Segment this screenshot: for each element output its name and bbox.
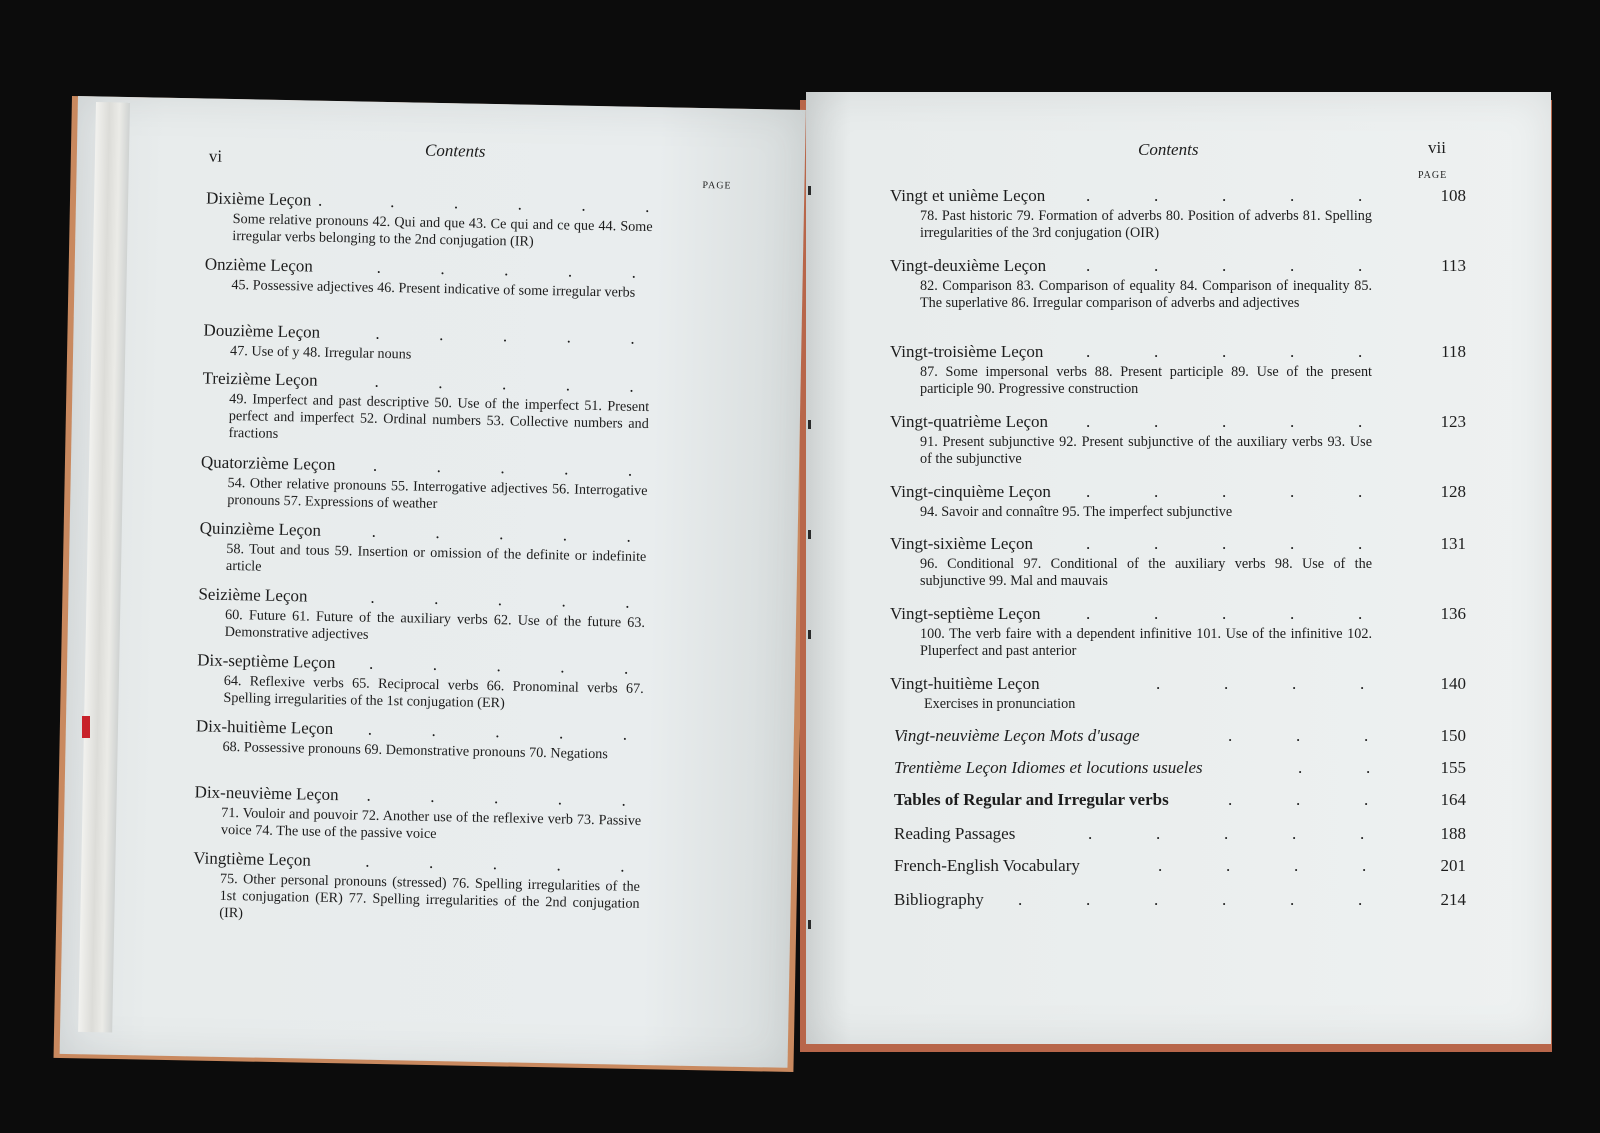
leader-dots: . . . . .: [1086, 604, 1363, 623]
red-bookmark-edge: [82, 716, 90, 738]
left-page-number: vi: [208, 146, 223, 166]
leader-dots: . . . . .: [1086, 186, 1363, 205]
lesson-title: Onzième Leçon: [204, 254, 314, 276]
toc-entry: [196, 650, 753, 717]
lesson-page: 131: [1440, 534, 1466, 553]
lesson-title: Vingt et unième Leçon: [890, 186, 1046, 205]
lesson-title: Vingt-sixième Leçon: [890, 534, 1033, 553]
toc-entry: [894, 824, 1472, 844]
lesson-title: Dix-septième Leçon: [197, 650, 336, 673]
right-page: [806, 92, 1551, 1044]
toc-entry: [894, 726, 1472, 746]
binding-stitch: [808, 920, 811, 929]
lesson-title: Vingt-septième Leçon: [890, 604, 1041, 623]
binding-stitch: [808, 630, 811, 639]
toc-entry: [894, 758, 1472, 778]
toc-entry: [204, 254, 761, 304]
leader-dots: . . . . .: [1086, 412, 1363, 431]
lesson-title: Dix-neuvième Leçon: [194, 782, 339, 805]
lesson-title: Quatorzième Leçon: [200, 452, 336, 475]
lesson-detail: 47. Use of y 48. Irregular nouns: [229, 342, 412, 363]
toc-entry: [894, 856, 1472, 876]
toc-entry: [890, 412, 1472, 468]
toc-entry: [192, 848, 749, 932]
leader-dots: . . . . .: [368, 653, 629, 678]
lesson-title: Trentième Leçon Idiomes et locutions usueles: [894, 758, 1203, 777]
lesson-title: Vingtième Leçon: [193, 848, 312, 870]
lesson-detail: 96. Conditional 97. Conditional of the auxiliary verbs 98. Use of the subjunctive 99. Mal and mauvais: [920, 556, 1372, 589]
right-page-header: Contents: [1138, 140, 1199, 159]
toc-entry: [195, 716, 752, 766]
toc-entry: [890, 256, 1472, 312]
leader-dots: . . . . .: [371, 521, 632, 546]
lesson-detail: 54. Other relative pronouns 55. Interrogative adjectives 56. Interrogative pronouns 57. Expressions of weather: [227, 474, 648, 512]
binding-stitch: [808, 530, 811, 539]
lesson-title: Vingt-quatrième Leçon: [890, 412, 1049, 431]
toc-entry: [194, 782, 751, 849]
toc-entry: [890, 674, 1472, 713]
lesson-title: Reading Passages: [894, 824, 1016, 843]
leader-dots: . . . . . .: [317, 190, 650, 216]
lesson-detail: Some relative pronouns 42. Qui and que 43. Ce qui and ce que 44. Some irregular verbs belonging to the 2nd conjugation (IR): [232, 210, 653, 250]
lesson-detail: 58. Tout and tous 59. Insertion or omission of the definite or indefinite article: [225, 540, 647, 575]
lesson-page: 201: [1440, 856, 1466, 875]
lesson-detail: 68. Possessive pronouns 69. Demonstrative pronouns 70. Negations: [222, 738, 609, 763]
lesson-page: 164: [1440, 790, 1466, 809]
lesson-detail: 94. Savoir and connaître 95. The imperfect subjunctive: [920, 504, 1233, 520]
toc-entry: [894, 790, 1472, 810]
binding-stitch: [808, 186, 811, 195]
lesson-title: Bibliography: [894, 890, 984, 909]
toc-entry: [894, 890, 1472, 910]
lesson-detail: 45. Possessive adjectives 46. Present indicative of some irregular verbs: [231, 276, 636, 301]
lesson-detail: 71. Vouloir and pouvoir 72. Another use of the reflexive verb 73. Passive voice 74. The use of the passive voice: [220, 804, 642, 843]
leader-dots: . . . . .: [374, 371, 634, 396]
lesson-title: Douzième Leçon: [203, 320, 321, 342]
lesson-detail: 49. Imperfect and past descriptive 50. Use of the imperfect 51. Present perfect and imperfect 52. Ordinal numbers 53. Collective numbers and fractions: [228, 390, 650, 442]
toc-entry: [198, 584, 755, 651]
lesson-page: 188: [1440, 824, 1466, 843]
lesson-page: 150: [1440, 726, 1466, 745]
lesson-detail: Exercises in pronunciation: [924, 696, 1076, 712]
lesson-title: Vingt-cinquième Leçon: [890, 482, 1051, 501]
leader-dots: . . . . .: [376, 257, 637, 282]
lesson-page: 128: [1440, 482, 1466, 501]
lesson-detail: 91. Present subjunctive 92. Present subjunctive of the auxiliary verbs 93. Use of the subjunctive: [920, 434, 1372, 467]
leader-dots: . . . .: [1158, 856, 1367, 875]
leader-dots: . . . . .: [1086, 256, 1363, 275]
lesson-page: 113: [1441, 256, 1466, 275]
toc-entry: [890, 604, 1472, 660]
toc-entry: [205, 188, 762, 255]
leader-dots: . . . . .: [365, 851, 625, 876]
lesson-page: 136: [1440, 604, 1466, 623]
lesson-page: 140: [1440, 674, 1466, 693]
lesson-detail: 100. The verb faire with a dependent infinitive 101. Use of the infinitive 102. Pluperfect and past anterior: [920, 626, 1372, 659]
right-page-number: vii: [1428, 138, 1446, 157]
lesson-title: Vingt-huitième Leçon: [890, 674, 1040, 693]
toc-entry: [200, 452, 757, 519]
leader-dots: . . . .: [1156, 674, 1365, 693]
leader-dots: . . .: [1228, 790, 1369, 809]
toc-entry: [890, 186, 1472, 242]
leader-dots: . . . . .: [375, 323, 635, 348]
toc-entry: [890, 534, 1472, 590]
lesson-title: Seizième Leçon: [198, 584, 308, 606]
toc-entry: [203, 320, 760, 370]
lesson-title: Vingt-troisième Leçon: [890, 342, 1044, 361]
toc-entry: [890, 482, 1472, 521]
lesson-page: 108: [1440, 186, 1466, 205]
leader-dots: . . . . .: [366, 785, 627, 810]
toc-entry: [201, 368, 758, 452]
lesson-detail: 82. Comparison 83. Comparison of equality 84. Comparison of inequality 85. The superlative 86. Irregular comparison of adverbs and adjectives: [920, 278, 1372, 311]
lesson-page: 155: [1440, 758, 1466, 777]
leader-dots: . . . . .: [1086, 534, 1363, 553]
lesson-page: 123: [1440, 412, 1466, 431]
lesson-detail: 78. Past historic 79. Formation of adverbs 80. Position of adverbs 81. Spelling irregularities of the 3rd conjugation (OIR): [920, 208, 1372, 241]
lesson-detail: 75. Other personal pronouns (stressed) 76. Spelling irregularities of the 1st conjugation (ER) 77. Spelling irregularities of the 2nd conjugation (IR): [219, 870, 641, 922]
lesson-title: Vingt-deuxième Leçon: [890, 256, 1047, 275]
lesson-detail: 87. Some impersonal verbs 88. Present participle 89. Use of the present participle 90. Progressive construction: [920, 364, 1372, 397]
leader-dots: . . .: [1228, 726, 1369, 745]
leader-dots: . .: [1298, 758, 1371, 777]
leader-dots: . . . . .: [370, 587, 630, 612]
leader-dots: . . . . . .: [1018, 890, 1363, 909]
left-page: [60, 96, 806, 1068]
lesson-title: Dixième Leçon: [205, 188, 312, 210]
lesson-title: Treizième Leçon: [202, 368, 318, 390]
toc-entry: [890, 342, 1472, 398]
lesson-title: Vingt-neuvième Leçon Mots d'usage: [894, 726, 1140, 745]
lesson-title: French-English Vocabulary: [894, 856, 1080, 875]
left-page-column-label: PAGE: [702, 180, 732, 192]
lesson-page: 118: [1441, 342, 1466, 361]
toc-entry: [199, 518, 756, 585]
lesson-title: Tables of Regular and Irregular verbs: [894, 790, 1169, 809]
leader-dots: . . . . .: [367, 719, 628, 744]
right-page-column-label: PAGE: [1418, 170, 1448, 181]
leader-dots: . . . . .: [372, 455, 633, 480]
lesson-title: Dix-huitième Leçon: [195, 716, 334, 739]
binding-stitch: [808, 420, 811, 429]
lesson-title: Quinzième Leçon: [199, 518, 322, 540]
leader-dots: . . . . .: [1086, 482, 1363, 501]
leader-dots: . . . . .: [1088, 824, 1365, 843]
left-page-header: Contents: [424, 140, 486, 161]
lesson-page: 214: [1440, 890, 1466, 909]
leader-dots: . . . . .: [1086, 342, 1363, 361]
lesson-detail: 64. Reflexive verbs 65. Reciprocal verbs 66. Pronominal verbs 67. Spelling irregularities of the 1st conjugation (ER): [223, 672, 644, 712]
lesson-detail: 60. Future 61. Future of the auxiliary verbs 62. Use of the future 63. Demonstrative adjectives: [224, 606, 646, 643]
